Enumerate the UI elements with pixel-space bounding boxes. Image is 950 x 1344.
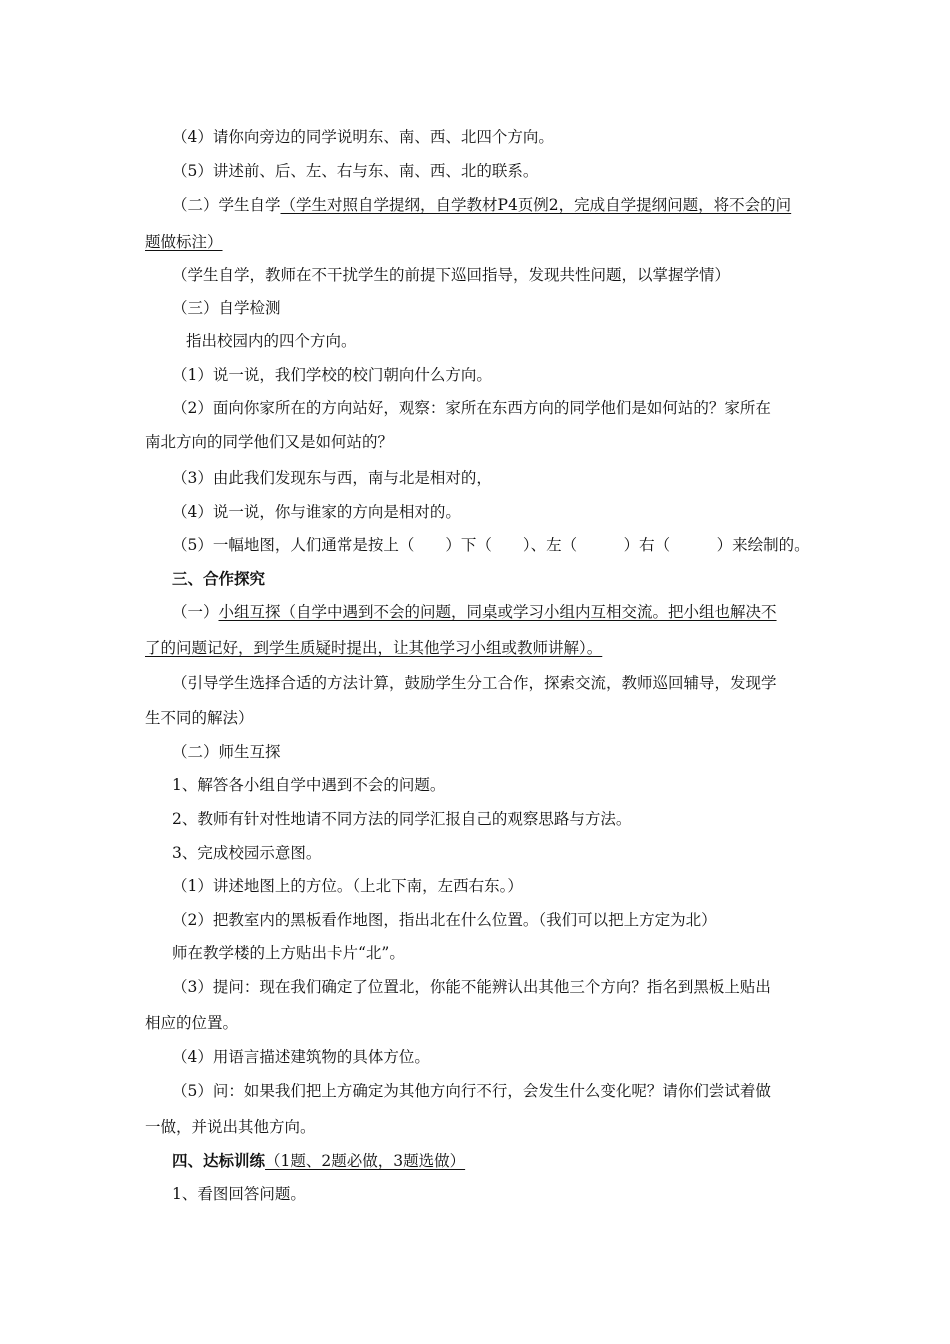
text-line: 指出校园内的四个方向。	[186, 332, 357, 350]
text-line: （4）用语言描述建筑物的具体方位。	[172, 1048, 430, 1066]
section-heading: （二）学生自学	[172, 196, 281, 214]
text-line: 相应的位置。	[145, 1014, 239, 1032]
text-line: （1）讲述地图上的方位。（上北下南，左西右东。）	[172, 877, 523, 895]
text-line: 一做，并说出其他方向。	[145, 1118, 316, 1136]
text-line: （5）讲述前、后、左、右与东、南、西、北的联系。	[172, 162, 539, 180]
text-line: （4）说一说，你与谁家的方向是相对的。	[172, 503, 461, 521]
text-line	[172, 1151, 465, 1171]
text-line: 1、解答各小组自学中遇到不会的问题。	[172, 776, 446, 794]
section-heading: 三、合作探究	[172, 569, 266, 588]
section-heading: 四、达标训练	[172, 1151, 266, 1170]
text-line: （引导学生选择合适的方法计算，鼓励学生分工合作，探索交流，教师巡回辅导，发现学	[172, 674, 777, 692]
text-line: 1、看图回答问题。	[172, 1185, 306, 1203]
section-heading: （三）自学检测	[172, 299, 281, 317]
text-line: （3）由此我们发现东与西，南与北是相对的，	[172, 469, 492, 487]
text-line: （学生自学，教师在不干扰学生的前提下巡回指导，发现共性问题，以掌握学情）	[172, 266, 731, 284]
text-line: （5）问：如果我们把上方确定为其他方向行不行，会发生什么变化呢？请你们尝试着做	[172, 1082, 771, 1100]
subsection-label: （一）	[172, 603, 219, 621]
text-line: （4）请你向旁边的同学说明东、南、西、北四个方向。	[172, 128, 554, 146]
text-line: （5）一幅地图，人们通常是按上（ ）下（ ）、左（ ）右（ ）来绘制的。	[172, 536, 810, 554]
text-line: 南北方向的同学他们又是如何站的？	[145, 433, 394, 451]
underlined-note: （学生对照自学提纲，自学教材P4页例2，完成自学提纲问题，将不会的问	[280, 196, 792, 214]
text-line: 2、教师有针对性地请不同方法的同学汇报自己的观察思路与方法。	[172, 810, 632, 828]
section-heading: （二）师生互探	[172, 743, 281, 761]
text-line: 师在教学楼的上方贴出卡片“北”。	[172, 944, 405, 962]
underlined-note: 小组互探（自学中遇到不会的问题，同桌或学习小组内互相交流。把小组也解决不	[218, 603, 777, 621]
text-line	[172, 195, 791, 215]
text-line: （2）把教室内的黑板看作地图，指出北在什么位置。（我们可以把上方定为北）	[172, 911, 717, 929]
underlined-note: 了的问题记好，到学生质疑时提出，让其他学习小组或教师讲解）。	[145, 639, 603, 657]
text-line: （3）提问：现在我们确定了位置北，你能不能辨认出其他三个方向？指名到黑板上贴出	[172, 978, 771, 996]
text-line: 生不同的解法）	[145, 709, 254, 727]
underlined-note: （1题、2题必做，3题选做）	[265, 1152, 466, 1170]
text-line: （1）说一说，我们学校的校门朝向什么方向。	[172, 366, 492, 384]
underlined-note: 题做标注）	[145, 233, 223, 251]
text-line: 3、完成校园示意图。	[172, 844, 322, 862]
text-line	[172, 602, 777, 622]
text-line: （2）面向你家所在的方向站好，观察：家所在东西方向的同学他们是如何站的？家所在	[172, 399, 771, 417]
